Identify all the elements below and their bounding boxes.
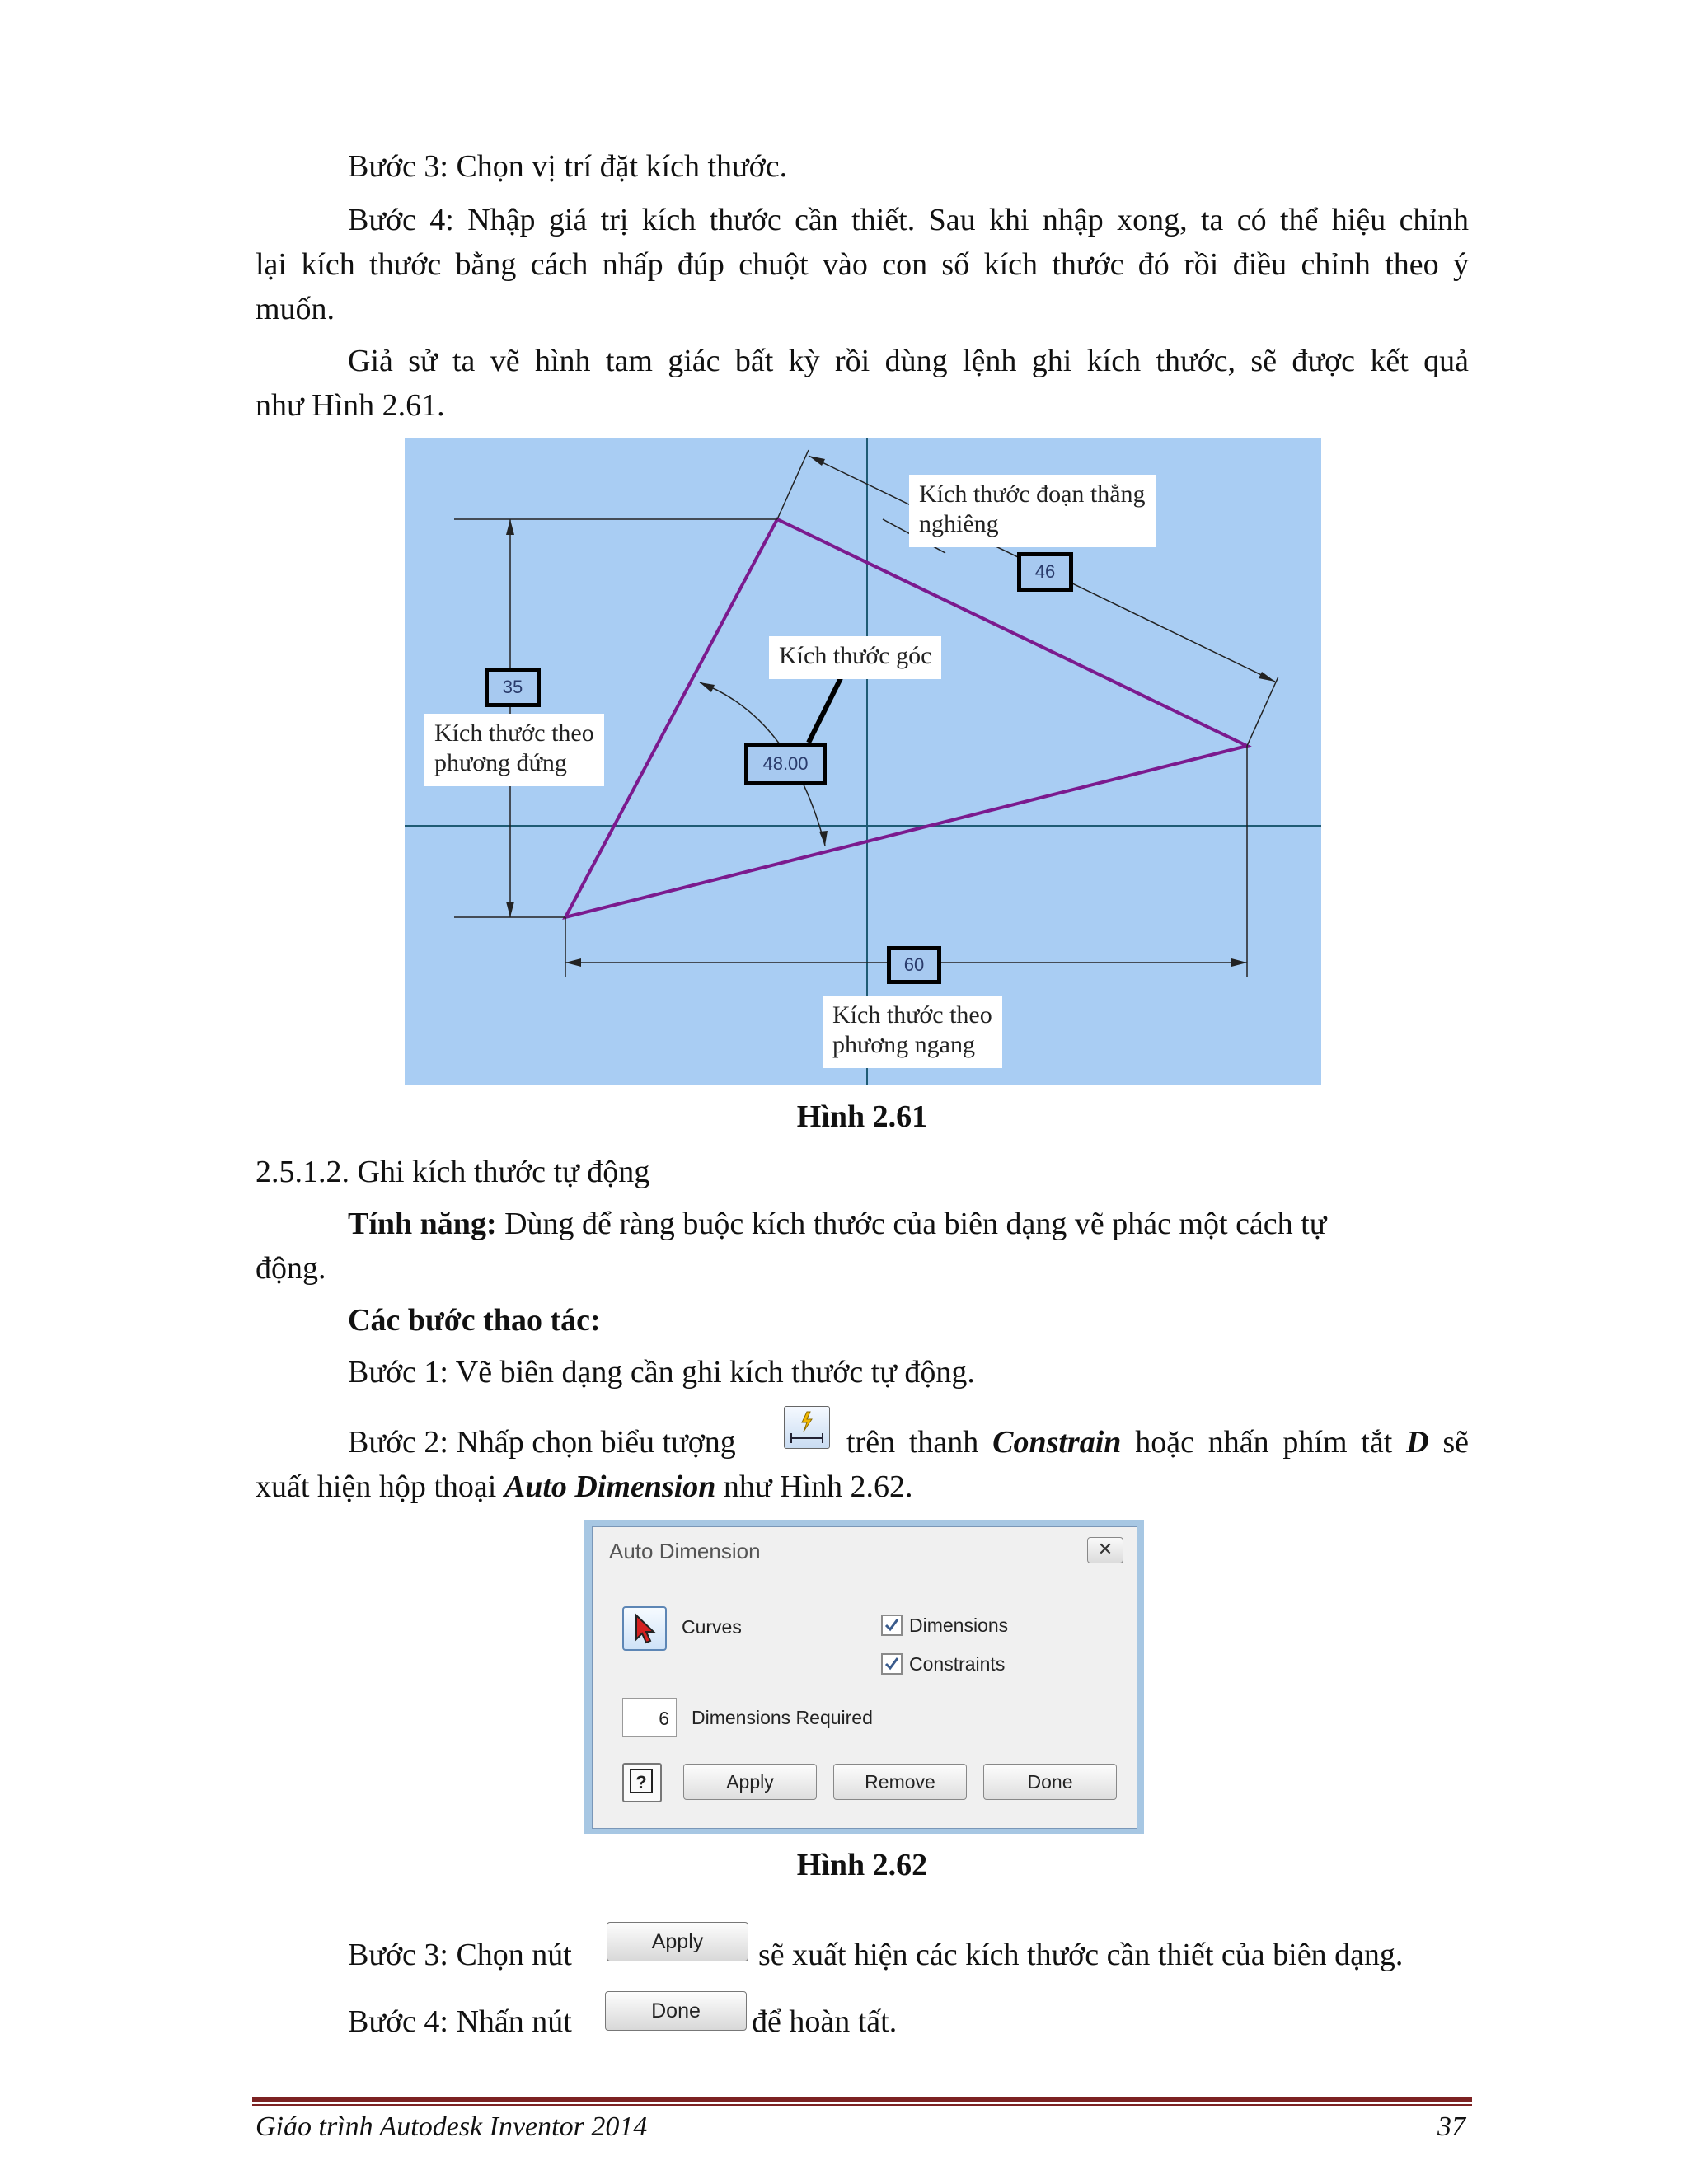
step4-line3: muốn. [256,292,335,326]
curves-select-button[interactable] [622,1606,667,1651]
intro-line2: như Hình 2.61. [256,388,445,423]
figure-2-61-caption: Hình 2.61 [796,1099,928,1134]
vertical-annotation-line2: phương đứng [434,749,567,776]
angle-annotation [769,636,941,679]
apply-button[interactable]: Apply [683,1764,817,1800]
feature-text: Dùng để ràng buộc kích thước của biên dạng vẽ phác một cách tự [504,1207,1327,1241]
steps-heading: Các bước thao tác: [348,1303,601,1338]
step2-text-c: hoặc nhấn phím tắt [1135,1425,1393,1460]
step2-text-a: Bước 2: Nhấp chọn biểu tượng [348,1425,736,1460]
vertical-annotation-line1: Kích thước theo [434,719,594,747]
step4-line2: lại kích thước bằng cách nhấp đúp chuột vào con số kích thước đó rồi điều chỉnh theo ý [256,247,1469,282]
dimensions-label: Dimensions [909,1615,1009,1636]
constraints-checkbox[interactable] [881,1653,903,1675]
figure-2-62-caption: Hình 2.62 [796,1848,928,1882]
final-step4-label: Bước 4: Nhấn nút [348,2004,572,2039]
auto-step2-line1-rest [846,1420,1469,1465]
inline-apply-button[interactable]: Apply [607,1922,748,1961]
dialog-body [592,1526,1137,1829]
angle-leader [809,678,841,743]
figure-2-61 [405,438,1321,1085]
curves-label: Curves [682,1616,742,1638]
cursor-arrow-icon [624,1608,665,1649]
feature-line2: động. [256,1251,326,1286]
dimensions-checkbox[interactable] [881,1615,903,1636]
feature-label: Tính năng: [348,1207,497,1241]
step2-text-b: trên thanh [846,1425,979,1460]
dimensions-required-label: Dimensions Required [692,1707,873,1728]
dialog-title: Auto Dimension [609,1539,761,1563]
final-step4-text: để hoàn tất. [752,2004,898,2039]
step2-shortcut: D [1406,1425,1429,1460]
step2-line2-b: như Hình 2.62. [723,1469,913,1504]
horizontal-annotation-line1: Kích thước theo [832,1001,992,1029]
vertical-value[interactable]: 35 [485,668,541,707]
final-step3-label: Bước 3: Chọn nút [348,1938,572,1972]
footer-book-title: Giáo trình Autodesk Inventor 2014 [256,2111,648,2142]
inclined-annotation [909,475,1156,547]
vertical-annotation [424,714,604,786]
constraints-label: Constraints [909,1653,1006,1675]
angle-value[interactable]: 48.00 [744,743,827,785]
horizontal-annotation [823,996,1002,1068]
section-heading: 2.5.1.2. Ghi kích thước tự động [256,1155,650,1189]
step2-text-e: sẽ [1442,1425,1469,1460]
svg-text:?: ? [635,1772,647,1793]
footer-rule-thin [252,2104,1472,2106]
horizontal-value[interactable]: 60 [887,946,941,984]
done-button[interactable]: Done [983,1764,1117,1800]
help-icon [624,1765,660,1801]
auto-step2-line1 [348,1420,736,1465]
step4-line1: Bước 4: Nhập giá trị kích thước cần thiết. Sau khi nhập xong, ta có thể hiệu chỉnh [348,203,1469,237]
final-step3-text: sẽ xuất hiện các kích thước cần thiết của biên dạng. [758,1938,1404,1972]
step2-constrain: Constrain [992,1425,1122,1460]
auto-dimension-dialog [584,1520,1144,1834]
triangle [565,519,1247,917]
inline-done-button[interactable]: Done [605,1991,747,2031]
horizontal-annotation-line2: phương ngang [832,1031,975,1058]
angle-annotation-text: Kích thước góc [779,642,932,669]
inclined-annotation-line2: nghiêng [919,510,999,537]
close-icon[interactable]: ✕ [1087,1537,1123,1563]
inclined-value[interactable]: 46 [1017,552,1073,592]
step3-line: Bước 3: Chọn vị trí đặt kích thước. [348,149,788,184]
footer-page-number: 37 [1437,2111,1465,2142]
help-button[interactable] [622,1763,662,1802]
step2-line2-a: xuất hiện hộp thoại [256,1469,497,1504]
step2-auto-dimension: Auto Dimension [504,1469,716,1504]
dimensions-required-count: 6 [622,1698,677,1737]
remove-button[interactable]: Remove [833,1764,967,1800]
footer-rule [252,2097,1472,2102]
intro-line1: Giả sử ta vẽ hình tam giác bất kỳ rồi dùng lệnh ghi kích thước, sẽ được kết quả [348,344,1469,378]
auto-dimension-icon[interactable] [784,1406,830,1449]
inclined-annotation-line1: Kích thước đoạn thẳng [919,480,1146,508]
feature-line1 [348,1202,1326,1246]
auto-step2-line2 [256,1465,913,1509]
auto-step1: Bước 1: Vẽ biên dạng cần ghi kích thước tự động. [348,1355,975,1390]
